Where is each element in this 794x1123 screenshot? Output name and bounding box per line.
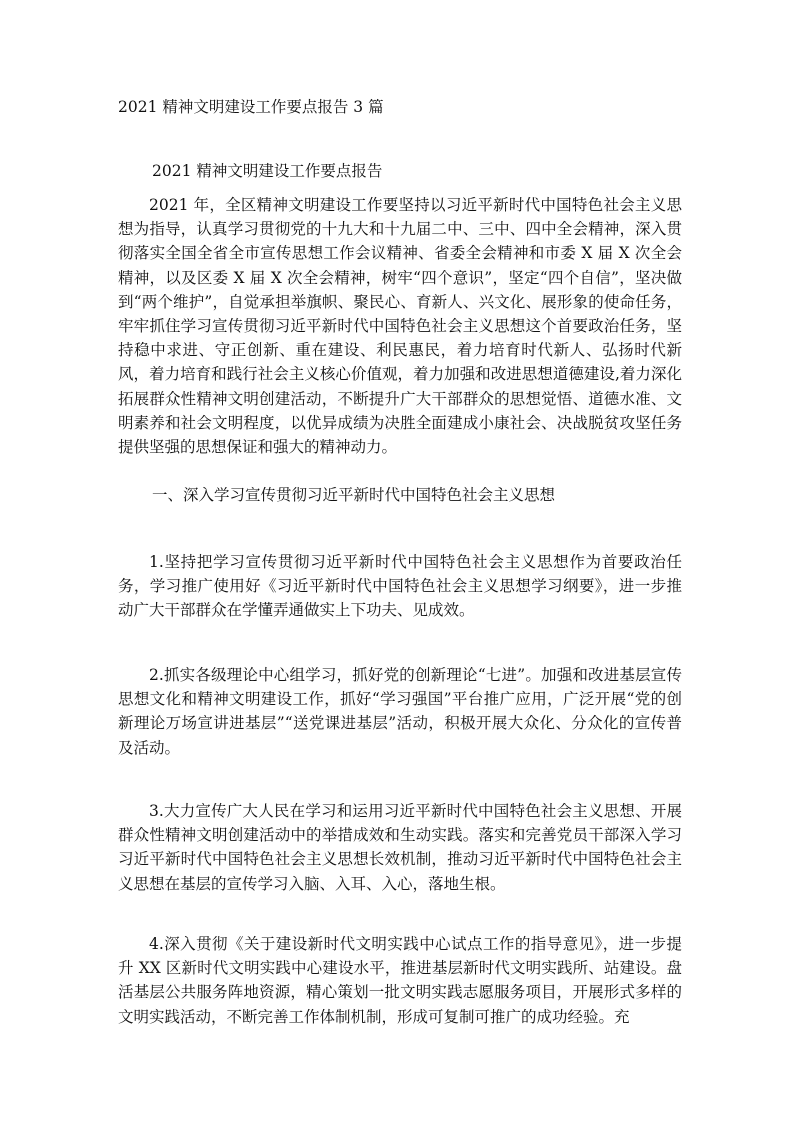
document-title: 2021 精神文明建设工作要点报告 3 篇 [118,98,384,116]
list-item-4: 4.深入贯彻《关于建设新时代文明实践中心试点工作的指导意见》，进一步提升 XX 区新时代文明实践中心建设水平，推进基层新时代文明实践所、站建设。盘活基层公共服务阵地资源，精心策划一批文明实践志愿服务项目，开展形式多样的文明实践活动，不断完善工作体制机制，形成可复制可推广的成功经验。充 [118,935,682,1026]
list-item-3: 3.大力宣传广大人民在学习和运用习近平新时代中国特色社会主义思想、开展群众性精神文明创建活动中的举措成效和生动实践。落实和完善党员干部深入学习习近平新时代中国特色社会主义思想长效机制，推动习近平新时代中国特色社会主义思想在基层的宣传学习入脑、入耳、入心，落地生根。 [118,802,682,893]
intro-paragraph: 2021 年，全区精神文明建设工作要坚持以习近平新时代中国特色社会主义思想为指导，认真学习贯彻党的十九大和十九届二中、三中、四中全会精神，深入贯彻落实全国全省全市宣传思想工作会议精神、省委全会精神和市委 X 届 X 次全会精神，以及区委 X 届 X 次全会精神，树牢“四个意识”，坚定“四个自信”，坚决做到“两个维护”，自觉承担举旗帜、聚民心、育新人、兴文化、展形象的使命任务，牢牢抓住学习宣传贯彻习近平新时代中国特色社会主义思想这个首要政治任务，坚持稳中求进、守正创新、重在建设、利民惠民，着力培育时代新人、弘扬时代新风，着力培育和践行社会主义核心价值观，着力加强和改进思想道德建设,着力深化拓展群众性精神文明创建活动，不断提升广大干部群众的思想觉悟、道德水准、文明素养和社会文明程度，以优异成绩为决胜全面建成小康社会、决战脱贫攻坚任务提供坚强的思想保证和强大的精神动力。 [118,196,682,457]
report-subtitle: 2021 精神文明建设工作要点报告 [152,162,383,180]
list-item-1: 1.坚持把学习宣传贯彻习近平新时代中国特色社会主义思想作为首要政治任务，学习推广使用好《习近平新时代中国特色社会主义思想学习纲要》，进一步推动广大干部群众在学懂弄通做实上下功夫、见成效。 [118,553,682,620]
section-heading: 一、深入学习宣传贯彻习近平新时代中国特色社会主义思想 [152,486,556,504]
list-item-2: 2.抓实各级理论中心组学习，抓好党的创新理论“七进”。加强和改进基层宣传思想文化和精神文明建设工作，抓好“学习强国”平台推广应用，广泛开展“党的创新理论万场宣讲进基层”“送党课进基层”活动，积极开展大众化、分众化的宣传普及活动。 [118,666,682,757]
